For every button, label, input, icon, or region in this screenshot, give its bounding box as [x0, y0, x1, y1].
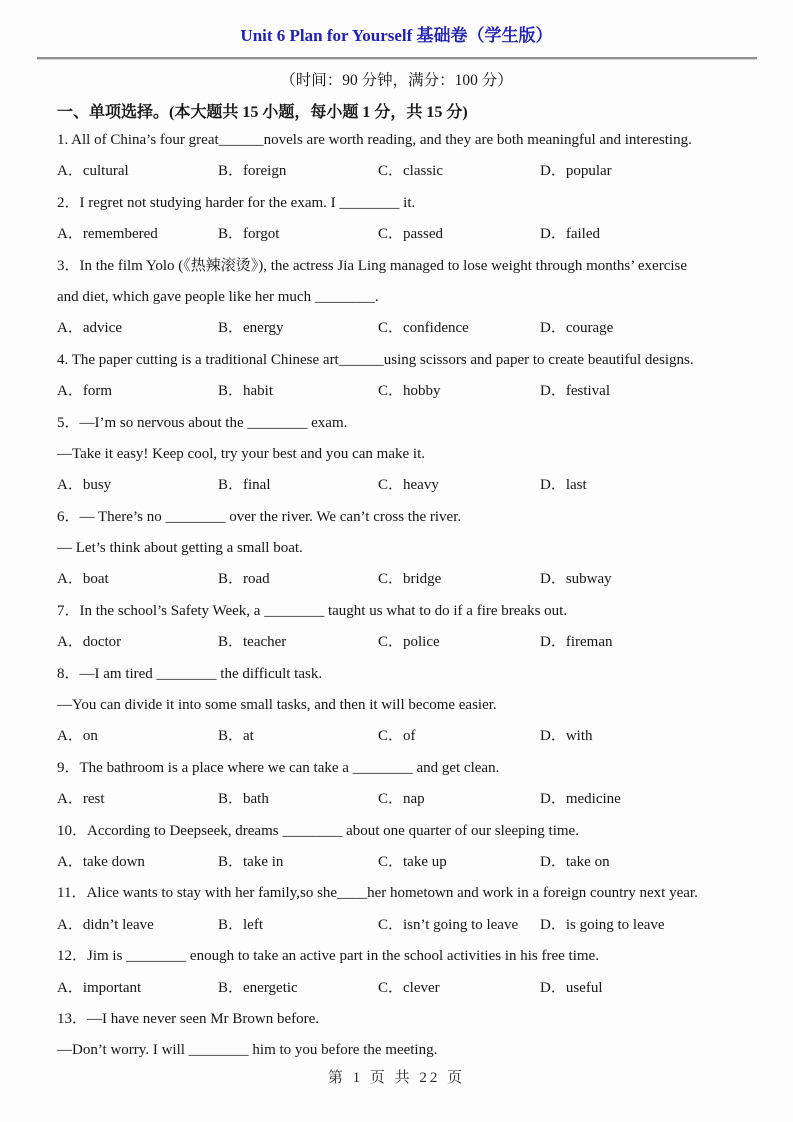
option-d: D．failed	[540, 226, 600, 243]
option-b: B．road	[218, 571, 270, 588]
option-b: B．energetic	[218, 979, 298, 996]
option-d: D．popular	[540, 163, 612, 180]
options-row	[57, 973, 765, 1004]
option-c: C．passed	[378, 226, 443, 243]
document-title: Unit 6 Plan for Yourself 基础卷（学生版）	[240, 26, 553, 45]
question-list	[57, 125, 765, 1067]
options-row	[57, 721, 765, 752]
options-row	[57, 313, 765, 344]
option-d: D．festival	[540, 383, 610, 400]
question-text: —Take it easy! Keep cool, try your best and you can make it.	[57, 445, 425, 462]
option-d: D．useful	[540, 979, 603, 996]
question-item-6	[57, 502, 765, 596]
option-b: B．left	[218, 916, 263, 933]
option-d: D．with	[540, 728, 593, 745]
question-text: 11．Alice wants to stay with her family,so she____her hometown and work in a foreign country next year.	[57, 885, 698, 902]
option-c: C．bridge	[378, 571, 442, 588]
option-c: C．police	[378, 634, 440, 651]
question-text: 4. The paper cutting is a traditional Chinese art______using scissors and paper to create beautiful designs.	[57, 351, 694, 368]
option-d: D．subway	[540, 571, 612, 588]
option-a: A．doctor	[57, 634, 122, 651]
question-item-13	[57, 1004, 765, 1067]
question-item-12	[57, 941, 765, 1004]
option-c: C．take up	[378, 853, 447, 870]
option-b: B．forgot	[218, 226, 280, 243]
option-c: C．isn’t going to leave	[378, 916, 519, 933]
question-text: 5．—I’m so nervous about the ________ exam.	[57, 414, 348, 431]
section-heading: 一、单项选择。(本大题共 15 小题，每小题 1 分，共 15 分)	[57, 104, 468, 121]
question-text: 6．— There’s no ________ over the river. We can’t cross the river.	[57, 508, 462, 525]
option-d: D．courage	[540, 320, 614, 337]
option-a: A．form	[57, 383, 112, 400]
question-item-1	[57, 125, 765, 188]
question-text: 8．—I am tired ________ the difficult task.	[57, 665, 323, 682]
question-text: 1. All of China’s four great______novels are worth reading, and they are both meaningful and interesting.	[57, 132, 692, 148]
question-text: —You can divide it into some small tasks, and then it will become easier.	[57, 697, 497, 714]
options-row	[57, 219, 765, 250]
option-b: B．bath	[218, 791, 269, 808]
question-text: 13．—I have never seen Mr Brown before.	[57, 1010, 319, 1027]
option-d: D．is going to leave	[540, 916, 665, 933]
option-c: C．clever	[378, 979, 440, 996]
option-c: C．hobby	[378, 383, 441, 400]
question-item-2	[57, 188, 765, 251]
question-item-5	[57, 408, 765, 502]
options-row	[57, 376, 765, 407]
option-c: C．of	[378, 728, 416, 745]
option-a: A．boat	[57, 571, 109, 588]
option-a: A．cultural	[57, 163, 129, 180]
question-item-7	[57, 596, 765, 659]
question-text: — Let’s think about getting a small boat.	[57, 540, 303, 557]
option-b: B．teacher	[218, 634, 287, 651]
question-item-11	[57, 878, 765, 941]
option-d: D．last	[540, 477, 587, 494]
option-d: D．medicine	[540, 791, 621, 808]
options-row	[57, 847, 765, 878]
question-text: 3．In the film Yolo (《热辣滚烫》), the actress Jia Ling managed to lose weight through months’ exercise	[57, 257, 688, 274]
option-c: C．heavy	[378, 477, 439, 494]
option-a: A．didn’t leave	[57, 916, 154, 933]
question-item-4	[57, 345, 765, 408]
question-text: 9．The bathroom is a place where we can take a ________ and get clean.	[57, 759, 500, 776]
options-row	[57, 564, 765, 595]
option-d: D．take on	[540, 853, 610, 870]
option-b: B．final	[218, 477, 271, 494]
options-row	[57, 784, 765, 815]
option-b: B．at	[218, 728, 254, 745]
option-c: C．nap	[378, 791, 425, 808]
question-text: 7．In the school’s Safety Week, a ________ taught us what to do if a fire breaks out.	[57, 602, 568, 619]
option-a: A．advice	[57, 320, 122, 337]
options-row	[57, 627, 765, 658]
option-d: D．fireman	[540, 634, 613, 651]
option-c: C．classic	[378, 163, 443, 180]
question-text: —Don’t worry. I will ________ him to you before the meeting.	[57, 1042, 438, 1059]
header-divider	[37, 57, 757, 60]
option-a: A．busy	[57, 477, 112, 494]
question-text: and diet, which gave people like her much ________.	[57, 288, 379, 305]
option-b: B．foreign	[218, 163, 287, 180]
option-b: B．take in	[218, 853, 284, 870]
page-number: 第 1 页 共 22 页	[327, 1070, 466, 1086]
question-item-3	[57, 251, 765, 345]
option-a: A．important	[57, 979, 142, 996]
option-c: C．confidence	[378, 320, 469, 337]
question-text: 2．I regret not studying harder for the exam. I ________ it.	[57, 194, 416, 211]
options-row	[57, 156, 765, 187]
question-text: 10．According to Deepseek, dreams ________ about one quarter of our sleeping time.	[57, 822, 579, 839]
option-a: A．take down	[57, 853, 145, 870]
question-item-9	[57, 753, 765, 816]
option-a: A．remembered	[57, 226, 158, 243]
options-row	[57, 910, 765, 941]
question-item-8	[57, 659, 765, 753]
exam-info: （时间：90 分钟，满分：100 分）	[280, 72, 513, 89]
option-a: A．on	[57, 728, 98, 745]
question-text: 12．Jim is ________ enough to take an active part in the school activities in his free time.	[57, 948, 599, 965]
option-b: B．habit	[218, 383, 273, 400]
question-item-10	[57, 816, 765, 879]
option-b: B．energy	[218, 320, 284, 337]
options-row	[57, 470, 765, 501]
option-a: A．rest	[57, 791, 105, 808]
